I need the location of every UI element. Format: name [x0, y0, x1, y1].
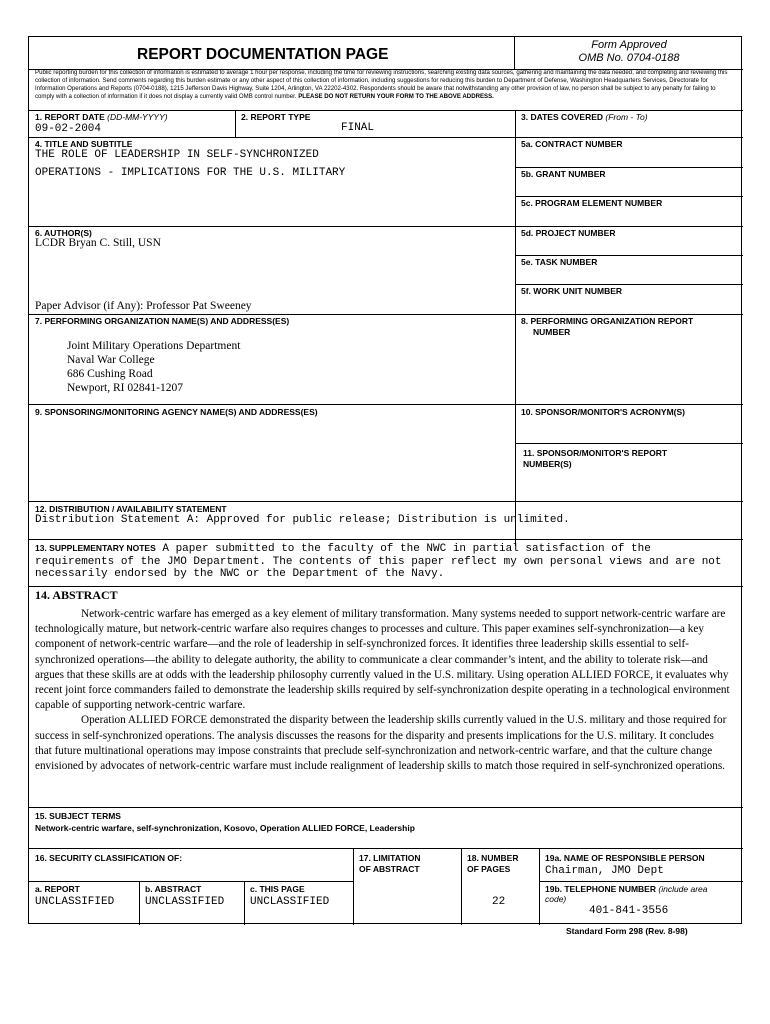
performing-org-label: 7. PERFORMING ORGANIZATION NAME(S) AND ADDRESS(ES)	[35, 316, 290, 326]
form-title: REPORT DOCUMENTATION PAGE	[137, 46, 389, 63]
performing-org-line-1: Joint Military Operations Department	[67, 340, 241, 352]
performing-org-line-2: Naval War College	[67, 354, 155, 366]
sponsor-acronym-label: 10. SPONSOR/MONITOR'S ACRONYM(S)	[521, 407, 686, 417]
limitation-label: 17. LIMITATION OF ABSTRACT	[359, 853, 421, 874]
responsible-person-label: 19a. NAME OF RESPONSIBLE PERSON	[545, 853, 705, 863]
performing-org-line-4: Newport, RI 02841-1207	[67, 382, 183, 394]
author-value: LCDR Bryan C. Still, USN	[35, 237, 161, 249]
report-date-label: 1. REPORT DATE (DD-MM-YYYY)	[35, 112, 168, 122]
responsible-person-value: Chairman, JMO Dept	[545, 865, 664, 877]
abstract-label: 14. ABSTRACT	[35, 588, 118, 602]
project-number-label: 5d. PROJECT NUMBER	[521, 228, 616, 238]
omb-number: OMB No. 0704-0188	[578, 52, 680, 64]
telephone-value: 401-841-3556	[589, 905, 669, 917]
performing-org-line-3: 686 Cushing Road	[67, 368, 153, 380]
abstract-class-label: b. ABSTRACT	[145, 884, 202, 894]
title-subtitle-label: 4. TITLE AND SUBTITLE	[35, 139, 133, 149]
report-documentation-form	[28, 36, 742, 924]
abstract-paragraph-1: Network-centric warfare has emerged as a key element of military transformation. Many systems needed to support network-centric warfare are technologically mature, but network-centric warfare also requires changes to processes and culture. This paper examines self-synchronization—a key component of network-centric warfare—and the role of leadership in self-synchronized forces. It identifies three leadership skills essential to self-synchronized operations—the ability to delegate authority, the ability to communicate a clear commander’s intent, and the ability to tolerate risk—and argues that these skills are at odds with the leadership philosophy currently valued in the U.S. military. Using operation ALLIED FORCE, it evaluates why recent joint force commanders failed to demonstrate the leadership skills required by self-synchronization despite operating in a technological environment capable of supporting network-centric warfare.	[35, 608, 730, 712]
paper-advisor: Paper Advisor (if Any): Professor Pat Sweeney	[35, 300, 252, 312]
authors-label: 6. AUTHOR(S)	[35, 228, 92, 238]
abstract-class-value: UNCLASSIFIED	[145, 896, 225, 908]
sponsoring-agency-label: 9. SPONSORING/MONITORING AGENCY NAME(S) AND ADDRESS(ES)	[35, 407, 318, 417]
abstract-paragraph-2: Operation ALLIED FORCE demonstrated the disparity between the leadership skills currently valued in the U.S. military and those required for success in self-synchronized operations. The analysis discusses the reasons for the disparity and presents implications for the U.S. military. It concludes that future multinational operations may impose constraints that preclude self-synchronization and network-centric warfare, and that the culture change envisioned by advocates of network-centric warfare must include realignment of leadership skills to match those required in self-synchronized operations.	[35, 714, 727, 773]
supplementary-notes: 13. SUPPLEMENTARY NOTES A paper submitted to the faculty of the NWC in partial satisfaction of the requirements of the JMO Department. The contents of this paper reflect my own personal views and are not necessarily endorsed by the NWC or the Department of the Navy.	[35, 543, 722, 581]
task-number-label: 5e. TASK NUMBER	[521, 257, 598, 267]
program-element-label: 5c. PROGRAM ELEMENT NUMBER	[521, 198, 663, 208]
page-class-value: UNCLASSIFIED	[250, 896, 330, 908]
title-line-1: THE ROLE OF LEADERSHIP IN SELF-SYNCHRONIZED	[35, 149, 319, 161]
number-of-pages-label: 18. NUMBER OF PAGES	[467, 853, 519, 874]
standard-form-number: Standard Form 298 (Rev. 8-98)	[566, 926, 688, 936]
subject-terms-label: 15. SUBJECT TERMS	[35, 811, 121, 821]
number-of-pages-value: 22	[492, 896, 506, 908]
telephone-label: 19b. TELEPHONE NUMBER (include area code)	[545, 884, 708, 904]
burden-statement: Public reporting burden for this collection of information is estimated to average 1 hour per response, including the time for reviewing instructions, searching existing data sources, gathering and maintaining the data needed, and completing and reviewing this collection of information. Send comments regarding this burden estimate or any other aspect of this collection of information, including suggestions for reducing this burden to Department of Defense, Washington Headquarters Services, Directorate for Information Operations and Reports (0704-0188), 1215 Jefferson Davis Highway, Suite 1204, Arlington, VA 22202-4302. Respondents should be aware that notwithstanding any other provision of law, no person shall be subject to any penalty for failing to comply with a collection of information if it does not display a currently valid OMB control number. PLEASE DO NOT RETURN YOUR FORM TO THE ABOVE ADDRESS.	[35, 69, 728, 100]
contract-number-label: 5a. CONTRACT NUMBER	[521, 139, 623, 149]
page-class-label: c. THIS PAGE	[250, 884, 305, 894]
subject-terms-value: Network-centric warfare, self-synchronization, Kosovo, Operation ALLIED FORCE, Leadership	[35, 823, 415, 833]
performing-report-number-label: 8. PERFORMING ORGANIZATION REPORT NUMBER	[521, 316, 694, 337]
report-class-value: UNCLASSIFIED	[35, 896, 115, 908]
form-approved-label: Form Approved	[591, 39, 667, 51]
report-class-label: a. REPORT	[35, 884, 80, 894]
abstract-body	[35, 607, 733, 774]
title-line-2: OPERATIONS - IMPLICATIONS FOR THE U.S. MILITARY	[35, 167, 346, 179]
dates-covered-label: 3. DATES COVERED (From - To)	[521, 112, 648, 122]
report-type-value: FINAL	[341, 122, 375, 134]
security-classification-label: 16. SECURITY CLASSIFICATION OF:	[35, 853, 183, 863]
distribution-label: 12. DISTRIBUTION / AVAILABILITY STATEMENT	[35, 504, 227, 514]
report-date-value: 09-02-2004	[35, 123, 102, 135]
distribution-statement: Distribution Statement A: Approved for public release; Distribution is unlimited.	[35, 514, 570, 526]
work-unit-number-label: 5f. WORK UNIT NUMBER	[521, 286, 623, 296]
sponsor-report-number-label: 11. SPONSOR/MONITOR'S REPORT NUMBER(S)	[523, 448, 668, 469]
grant-number-label: 5b. GRANT NUMBER	[521, 169, 606, 179]
report-type-label: 2. REPORT TYPE	[241, 112, 311, 122]
